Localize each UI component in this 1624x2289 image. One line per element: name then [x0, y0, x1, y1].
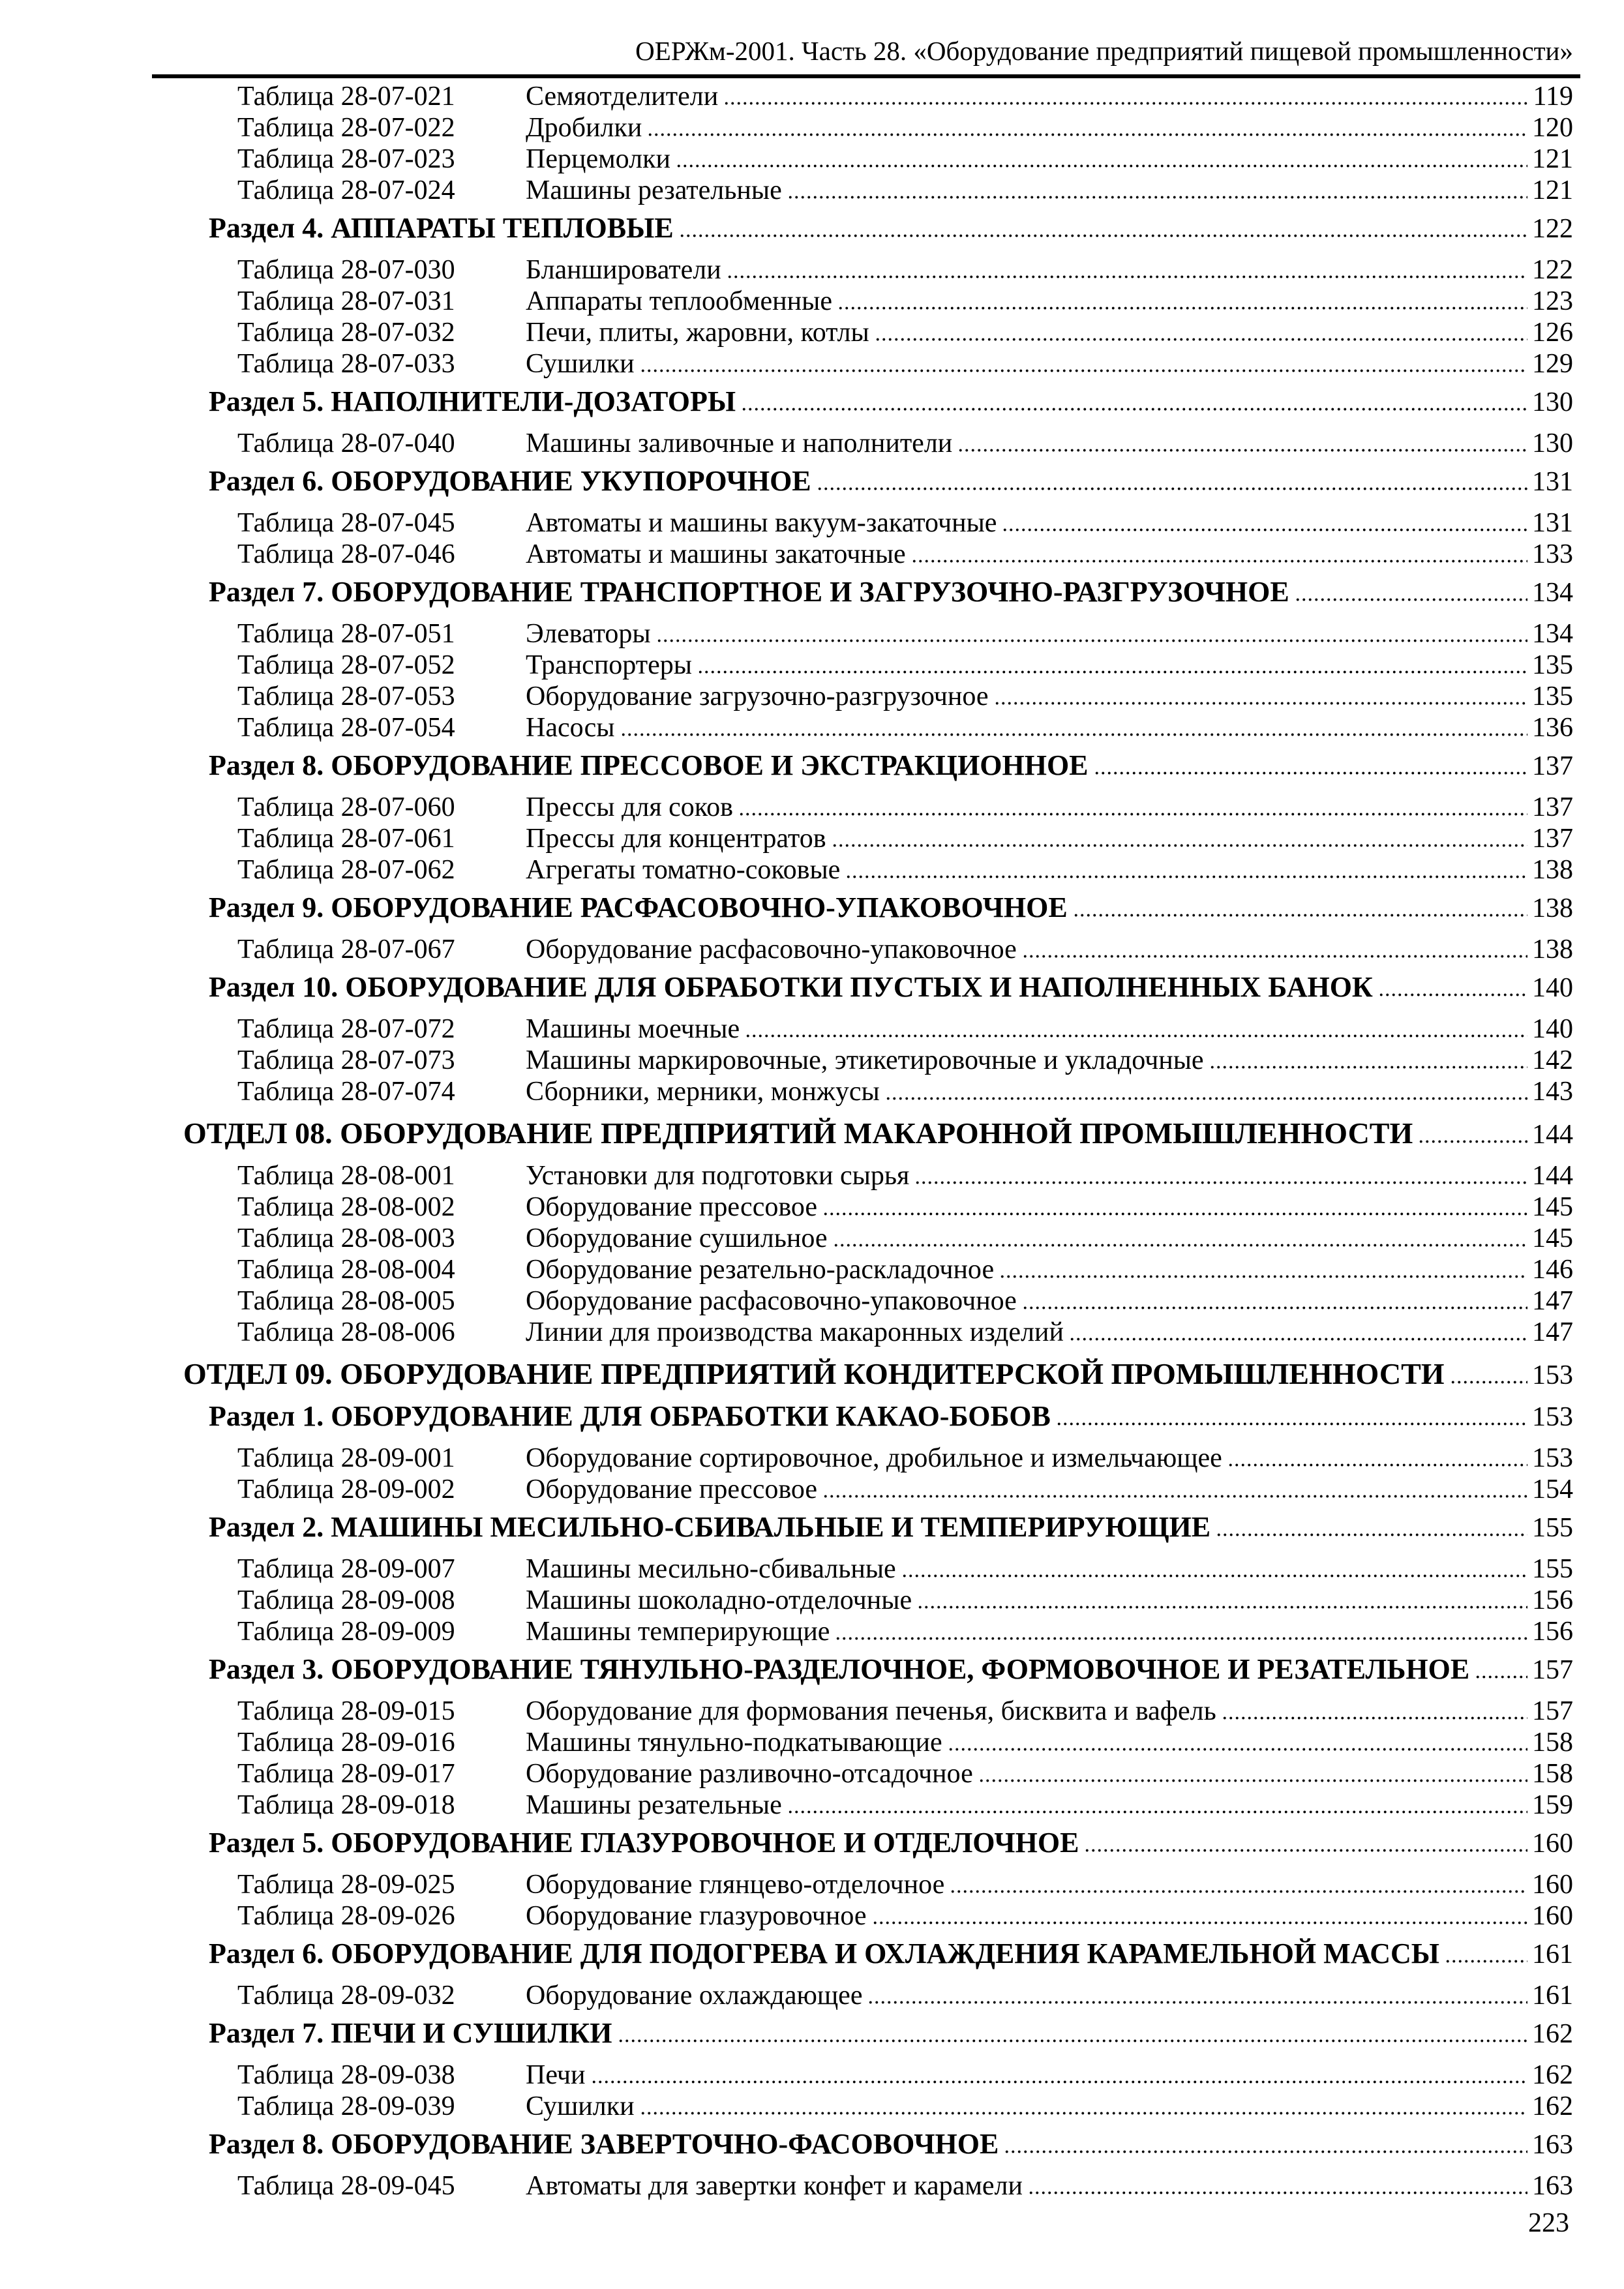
toc-entry [152, 2170, 1573, 2202]
toc-entry [152, 650, 1573, 681]
entry-table-label: Таблица 28-07-046 [237, 539, 455, 569]
entry-title: Оборудование разливочно-отсадочное [526, 1759, 973, 1789]
entry-page-number: 140 [1532, 973, 1573, 1003]
toc-entry [152, 1254, 1573, 1285]
entry-page-number: 123 [1532, 286, 1573, 316]
toc-section-entry [152, 1401, 1573, 1433]
entry-title: Сборники, мерники, монжусы [526, 1077, 880, 1107]
dot-leader [833, 1244, 1527, 1247]
entry-table-label: Таблица 28-07-060 [237, 792, 455, 822]
entry-page-number: 122 [1532, 214, 1573, 244]
toc-section-entry [152, 1654, 1573, 1686]
entry-page-number: 134 [1532, 578, 1573, 608]
entry-table-label: Таблица 28-07-072 [237, 1014, 455, 1044]
entry-table-label: Таблица 28-07-030 [237, 255, 455, 285]
entry-page-number: 144 [1532, 1161, 1573, 1191]
entry-page-number: 160 [1532, 1901, 1573, 1931]
entry-table-label: Таблица 28-07-067 [237, 935, 455, 965]
entry-title: Сушилки [526, 349, 635, 379]
entry-page-number: 131 [1532, 508, 1573, 538]
entry-page-number: 157 [1532, 1696, 1573, 1726]
entry-page-number: 163 [1532, 2130, 1573, 2160]
entry-title: Насосы [526, 713, 615, 743]
entry-page-number: 158 [1532, 1759, 1573, 1789]
toc-section-entry [152, 576, 1573, 608]
entry-page-number: 135 [1532, 650, 1573, 680]
entry-page-number: 119 [1533, 82, 1573, 112]
toc-division-entry [152, 1116, 1573, 1152]
toc-entry [152, 507, 1573, 539]
dot-leader [741, 408, 1527, 411]
dot-leader [817, 487, 1527, 490]
dot-leader [999, 1275, 1527, 1278]
entry-title: Автоматы и машины вакуум-закаточные [526, 508, 997, 538]
entry-title: Бланширователи [526, 255, 721, 285]
entry-title: Раздел 5. НАПОЛНИТЕЛИ-ДОЗАТОРЫ [209, 385, 736, 417]
entry-table-label: Таблица 28-09-025 [237, 1870, 455, 1900]
entry-table-label: Таблица 28-07-045 [237, 508, 455, 538]
entry-title: Машины месильно-сбивальные [526, 1554, 896, 1584]
entry-page-number: 121 [1532, 144, 1573, 174]
entry-page-number: 143 [1532, 1077, 1573, 1107]
dot-leader [676, 164, 1527, 168]
toc-entry [152, 1585, 1573, 1616]
toc-entry [152, 1285, 1573, 1317]
entry-table-label: Таблица 28-09-008 [237, 1585, 455, 1615]
entry-table-label: Таблица 28-09-007 [237, 1554, 455, 1584]
entry-title: Раздел 2. МАШИНЫ МЕСИЛЬНО-СБИВАЛЬНЫЕ И ТЕМПЕРИРУЮЩИЕ [209, 1511, 1211, 1543]
toc-entry [152, 1789, 1573, 1821]
dot-leader [1056, 1422, 1527, 1426]
running-header: ОЕРЖм-2001. Часть 28. «Оборудование предприятий пищевой промышленности» [635, 36, 1573, 66]
entry-title: Машины темперирующие [526, 1617, 830, 1647]
toc-entry [152, 1696, 1573, 1727]
dot-leader [1445, 1960, 1527, 1963]
entry-table-label: Таблица 28-09-016 [237, 1728, 455, 1758]
dot-leader [911, 560, 1527, 563]
entry-title: Аппараты теплообменные [526, 286, 832, 316]
dot-leader [845, 875, 1527, 878]
entry-page-number: 147 [1532, 1317, 1573, 1347]
entry-table-label: Таблица 28-08-004 [237, 1255, 455, 1285]
dot-leader [901, 1574, 1527, 1578]
entry-table-label: Таблица 28-07-022 [237, 113, 455, 143]
toc-entry [152, 1076, 1573, 1107]
toc-section-entry [152, 892, 1573, 924]
entry-table-label: Таблица 28-08-005 [237, 1286, 455, 1316]
entry-title: Элеваторы [526, 619, 651, 649]
entry-table-label: Таблица 28-09-002 [237, 1474, 455, 1504]
toc-entry [152, 2059, 1573, 2091]
toc-entry [152, 1727, 1573, 1758]
dot-leader [950, 1890, 1527, 1893]
dot-leader [1295, 598, 1527, 601]
entry-page-number: 131 [1532, 467, 1573, 497]
entry-title: Раздел 6. ОБОРУДОВАНИЕ УКУПОРОЧНОЕ [209, 465, 811, 497]
toc-list [152, 81, 1573, 2202]
entry-page-number: 140 [1532, 1014, 1573, 1044]
entry-page-number: 126 [1532, 318, 1573, 348]
toc-division-entry [152, 1357, 1573, 1392]
dot-leader [872, 1921, 1528, 1924]
entry-table-label: Таблица 28-09-032 [237, 1981, 455, 2011]
entry-page-number: 157 [1532, 1655, 1573, 1685]
page-number-footer: 223 [1528, 2208, 1569, 2238]
dot-leader [723, 102, 1527, 105]
entry-table-label: Таблица 28-07-024 [237, 175, 455, 205]
entry-title: Оборудование глянцево-отделочное [526, 1870, 945, 1900]
entry-page-number: 134 [1532, 619, 1573, 649]
entry-page-number: 161 [1532, 1939, 1573, 1969]
dot-leader [640, 369, 1527, 372]
entry-title: Оборудование прессовое [526, 1192, 818, 1222]
dot-leader [837, 307, 1527, 310]
entry-title: Оборудование для формования печенья, бисквита и вафель [526, 1696, 1216, 1726]
entry-page-number: 155 [1532, 1554, 1573, 1584]
dot-leader [618, 2039, 1528, 2042]
dot-leader [620, 733, 1527, 736]
entry-table-label: Таблица 28-07-032 [237, 318, 455, 348]
entry-table-label: Таблица 28-09-038 [237, 2060, 455, 2090]
toc-entry [152, 681, 1573, 712]
entry-title: Раздел 10. ОБОРУДОВАНИЕ ДЛЯ ОБРАБОТКИ ПУСТЫХ И НАПОЛНЕННЫХ БАНОК [209, 971, 1373, 1003]
dot-leader [1227, 1463, 1527, 1467]
entry-title: Семяотделители [526, 82, 719, 112]
entry-page-number: 137 [1532, 824, 1573, 854]
dot-leader [679, 234, 1527, 237]
dot-leader [822, 1212, 1527, 1216]
entry-title: Машины заливочные и наполнители [526, 428, 953, 458]
toc-entry [152, 539, 1573, 570]
entry-table-label: Таблица 28-07-031 [237, 286, 455, 316]
entry-title: Машины моечные [526, 1014, 740, 1044]
dot-leader [994, 702, 1527, 705]
entry-title: Раздел 3. ОБОРУДОВАНИЕ ТЯНУЛЬНО-РАЗДЕЛОЧНОЕ, ФОРМОВОЧНОЕ И РЕЗАТЕЛЬНОЕ [209, 1653, 1470, 1685]
entry-table-label: Таблица 28-07-023 [237, 144, 455, 174]
entry-title: Раздел 6. ОБОРУДОВАНИЕ ДЛЯ ПОДОГРЕВА И ОХЛАЖДЕНИЯ КАРАМЕЛЬНОЙ МАССЫ [209, 1937, 1440, 1969]
dot-leader [591, 2080, 1527, 2084]
toc-entry [152, 1443, 1573, 1474]
dot-leader [1073, 914, 1527, 917]
dot-leader [1475, 1675, 1527, 1679]
entry-page-number: 158 [1532, 1728, 1573, 1758]
entry-title: Оборудование расфасовочно-упаковочное [526, 935, 1017, 965]
entry-page-number: 160 [1532, 1870, 1573, 1900]
entry-table-label: Таблица 28-09-001 [237, 1443, 455, 1473]
entry-table-label: Таблица 28-09-045 [237, 2171, 455, 2201]
toc-entry [152, 854, 1573, 886]
entry-table-label: Таблица 28-07-052 [237, 650, 455, 680]
entry-table-label: Таблица 28-07-033 [237, 349, 455, 379]
entry-title: Оборудование охлаждающее [526, 1981, 863, 2011]
entry-page-number: 163 [1532, 2171, 1573, 2201]
dot-leader [1004, 2150, 1527, 2153]
entry-table-label: Таблица 28-08-006 [237, 1317, 455, 1347]
toc-entry [152, 1474, 1573, 1505]
toc-entry [152, 1616, 1573, 1647]
dot-leader [914, 1181, 1527, 1184]
entry-title: Печи [526, 2060, 586, 2090]
toc-entry [152, 712, 1573, 743]
entry-page-number: 138 [1532, 893, 1573, 923]
entry-table-label: Таблица 28-08-001 [237, 1161, 455, 1191]
dot-leader [832, 844, 1527, 847]
entry-page-number: 136 [1532, 713, 1573, 743]
dot-leader [1028, 2191, 1527, 2194]
dot-leader [1022, 955, 1527, 958]
entry-title: Машины тянульно-подкатывающие [526, 1728, 942, 1758]
dot-leader [647, 133, 1527, 136]
entry-page-number: 137 [1532, 792, 1573, 822]
toc-entry [152, 112, 1573, 143]
dot-leader [957, 449, 1527, 452]
toc-entry [152, 286, 1573, 317]
dot-leader [787, 196, 1527, 199]
entry-table-label: Таблица 28-09-015 [237, 1696, 455, 1726]
entry-table-label: Таблица 28-08-002 [237, 1192, 455, 1222]
entry-page-number: 153 [1532, 1402, 1573, 1432]
toc-entry [152, 1045, 1573, 1076]
entry-title: Прессы для соков [526, 792, 733, 822]
toc-entry [152, 1317, 1573, 1348]
toc-section-entry [152, 1827, 1573, 1859]
entry-title: Раздел 7. ПЕЧИ И СУШИЛКИ [209, 2017, 612, 2049]
entry-title: Машины маркировочные, этикетировочные и укладочные [526, 1045, 1204, 1075]
entry-page-number: 161 [1532, 1981, 1573, 2011]
toc-entry [152, 1013, 1573, 1045]
entry-page-number: 129 [1532, 349, 1573, 379]
entry-table-label: Таблица 28-07-061 [237, 824, 455, 854]
entry-page-number: 153 [1532, 1360, 1573, 1390]
entry-title: Дробилки [526, 113, 642, 143]
entry-page-number: 130 [1532, 387, 1573, 417]
entry-title: Оборудование сортировочное, дробильное и измельчающее [526, 1443, 1222, 1473]
entry-title: Машины резательные [526, 175, 782, 205]
toc-section-entry [152, 2018, 1573, 2050]
toc-entry [152, 143, 1573, 175]
entry-title: Оборудование прессовое [526, 1474, 818, 1504]
entry-title: Транспортеры [526, 650, 692, 680]
toc-entry [152, 175, 1573, 206]
entry-title: Оборудование глазуровочное [526, 1901, 867, 1931]
dot-leader [835, 1637, 1527, 1640]
entry-title: Машины шоколадно-отделочные [526, 1585, 912, 1615]
entry-table-label: Таблица 28-07-040 [237, 428, 455, 458]
entry-title: Прессы для концентратов [526, 824, 826, 854]
entry-title: Установки для подготовки сырья [526, 1161, 910, 1191]
entry-title: Раздел 8. ОБОРУДОВАНИЕ ЗАВЕРТОЧНО-ФАСОВОЧНОЕ [209, 2128, 999, 2160]
dot-leader [1002, 528, 1527, 531]
toc-section-entry [152, 750, 1573, 782]
toc-section-entry [152, 213, 1573, 245]
dot-leader [656, 639, 1527, 642]
entry-title: Агрегаты томатно-соковые [526, 855, 841, 885]
entry-title: Оборудование расфасовочно-упаковочное [526, 1286, 1017, 1316]
dot-leader [885, 1097, 1527, 1100]
entry-title: Раздел 7. ОБОРУДОВАНИЕ ТРАНСПОРТНОЕ И ЗАГРУЗОЧНО-РАЗГРУЗОЧНОЕ [209, 576, 1289, 608]
entry-page-number: 153 [1532, 1443, 1573, 1473]
entry-table-label: Таблица 28-07-054 [237, 713, 455, 743]
toc-entry [152, 348, 1573, 380]
entry-page-number: 155 [1532, 1513, 1573, 1543]
dot-leader [822, 1495, 1527, 1498]
entry-page-number: 159 [1532, 1790, 1573, 1820]
toc-entry [152, 1758, 1573, 1789]
entry-page-number: 138 [1532, 935, 1573, 965]
dot-leader [1216, 1533, 1527, 1536]
entry-title: Печи, плиты, жаровни, котлы [526, 318, 869, 348]
toc-section-entry [152, 972, 1573, 1004]
entry-page-number: 162 [1532, 2019, 1573, 2049]
entry-table-label: Таблица 28-09-018 [237, 1790, 455, 1820]
entry-title: Сушилки [526, 2091, 635, 2121]
entry-title: ОТДЕЛ 09. ОБОРУДОВАНИЕ ПРЕДПРИЯТИЙ КОНДИТЕРСКОЙ ПРОМЫШЛЕННОСТИ [183, 1357, 1445, 1390]
toc-entry [152, 1191, 1573, 1223]
dot-leader [948, 1748, 1527, 1751]
dot-leader [1069, 1338, 1527, 1341]
entry-page-number: 145 [1532, 1223, 1573, 1253]
entry-title: Раздел 9. ОБОРУДОВАНИЕ РАСФАСОВОЧНО-УПАКОВОЧНОЕ [209, 891, 1068, 923]
toc-entry [152, 1223, 1573, 1254]
toc-entry [152, 934, 1573, 965]
entry-title: Раздел 8. ОБОРУДОВАНИЕ ПРЕССОВОЕ И ЭКСТРАКЦИОННОЕ [209, 749, 1089, 781]
dot-leader [1378, 993, 1527, 996]
entry-page-number: 154 [1532, 1474, 1573, 1504]
toc-entry [152, 1980, 1573, 2011]
dot-leader [697, 670, 1527, 674]
entry-page-number: 122 [1532, 255, 1573, 285]
entry-table-label: Таблица 28-08-003 [237, 1223, 455, 1253]
toc-section-entry [152, 1938, 1573, 1970]
entry-page-number: 133 [1532, 539, 1573, 569]
toc-entry [152, 81, 1573, 112]
header-rule [152, 74, 1580, 78]
toc-entry [152, 618, 1573, 650]
dot-leader [867, 2001, 1527, 2004]
entry-page-number: 146 [1532, 1255, 1573, 1285]
entry-page-number: 156 [1532, 1617, 1573, 1647]
entry-page-number: 120 [1532, 113, 1573, 143]
entry-title: Оборудование сушильное [526, 1223, 828, 1253]
entry-title: Оборудование резательно-раскладочное [526, 1255, 995, 1285]
dot-leader [875, 338, 1527, 341]
entry-title: ОТДЕЛ 08. ОБОРУДОВАНИЕ ПРЕДПРИЯТИЙ МАКАРОННОЙ ПРОМЫШЛЕННОСТИ [183, 1116, 1413, 1150]
toc-entry [152, 823, 1573, 854]
entry-title: Раздел 5. ОБОРУДОВАНИЕ ГЛАЗУРОВОЧНОЕ И ОТДЕЛОЧНОЕ [209, 1827, 1079, 1859]
entry-page-number: 130 [1532, 428, 1573, 458]
entry-table-label: Таблица 28-07-074 [237, 1077, 455, 1107]
toc-entry [152, 1160, 1573, 1191]
toc-entry [152, 1900, 1573, 1932]
entry-table-label: Таблица 28-09-039 [237, 2091, 455, 2121]
entry-title: Линии для производства макаронных изделий [526, 1317, 1064, 1347]
toc-section-entry [152, 1512, 1573, 1544]
toc-entry [152, 1553, 1573, 1585]
entry-page-number: 160 [1532, 1829, 1573, 1859]
entry-table-label: Таблица 28-07-053 [237, 681, 455, 711]
dot-leader [745, 1034, 1527, 1038]
toc-entry [152, 792, 1573, 823]
entry-title: Перцемолки [526, 144, 670, 174]
entry-page-number: 138 [1532, 855, 1573, 885]
dot-leader [738, 813, 1527, 816]
dot-leader [1209, 1066, 1527, 1069]
entry-table-label: Таблица 28-09-009 [237, 1617, 455, 1647]
dot-leader [1094, 771, 1527, 775]
dot-leader [917, 1606, 1527, 1609]
entry-title: Автоматы и машины закаточные [526, 539, 906, 569]
dot-leader [1418, 1140, 1527, 1143]
toc-entry [152, 1869, 1573, 1900]
dot-leader [787, 1810, 1527, 1814]
entry-table-label: Таблица 28-07-051 [237, 619, 455, 649]
entry-title: Автоматы для завертки конфет и карамели [526, 2171, 1023, 2201]
entry-page-number: 135 [1532, 681, 1573, 711]
entry-title: Оборудование загрузочно-разгрузочное [526, 681, 989, 711]
toc-section-entry [152, 466, 1573, 498]
entry-page-number: 137 [1532, 751, 1573, 781]
entry-page-number: 145 [1532, 1192, 1573, 1222]
dot-leader [1022, 1306, 1527, 1309]
toc-section-entry [152, 386, 1573, 418]
entry-table-label: Таблица 28-07-062 [237, 855, 455, 885]
entry-table-label: Таблица 28-07-073 [237, 1045, 455, 1075]
toc-entry [152, 428, 1573, 459]
entry-page-number: 144 [1532, 1120, 1573, 1150]
toc-entry [152, 317, 1573, 348]
entry-page-number: 162 [1532, 2060, 1573, 2090]
entry-table-label: Таблица 28-09-017 [237, 1759, 455, 1789]
toc-section-entry [152, 2129, 1573, 2161]
dot-leader [640, 2112, 1527, 2115]
entry-table-label: Таблица 28-09-026 [237, 1901, 455, 1931]
entry-page-number: 156 [1532, 1585, 1573, 1615]
dot-leader [978, 1779, 1527, 1782]
entry-page-number: 147 [1532, 1286, 1573, 1316]
dot-leader [1450, 1381, 1527, 1384]
entry-title: Раздел 4. АППАРАТЫ ТЕПЛОВЫЕ [209, 212, 674, 244]
toc-entry [152, 2091, 1573, 2122]
dot-leader [1222, 1716, 1527, 1720]
entry-page-number: 121 [1532, 175, 1573, 205]
dot-leader [1084, 1849, 1527, 1852]
entry-page-number: 162 [1532, 2091, 1573, 2121]
entry-title: Машины резательные [526, 1790, 782, 1820]
dot-leader [727, 275, 1527, 278]
entry-page-number: 142 [1532, 1045, 1573, 1075]
entry-table-label: Таблица 28-07-021 [237, 82, 455, 112]
toc-entry [152, 254, 1573, 286]
entry-title: Раздел 1. ОБОРУДОВАНИЕ ДЛЯ ОБРАБОТКИ КАКАО-БОБОВ [209, 1400, 1051, 1432]
